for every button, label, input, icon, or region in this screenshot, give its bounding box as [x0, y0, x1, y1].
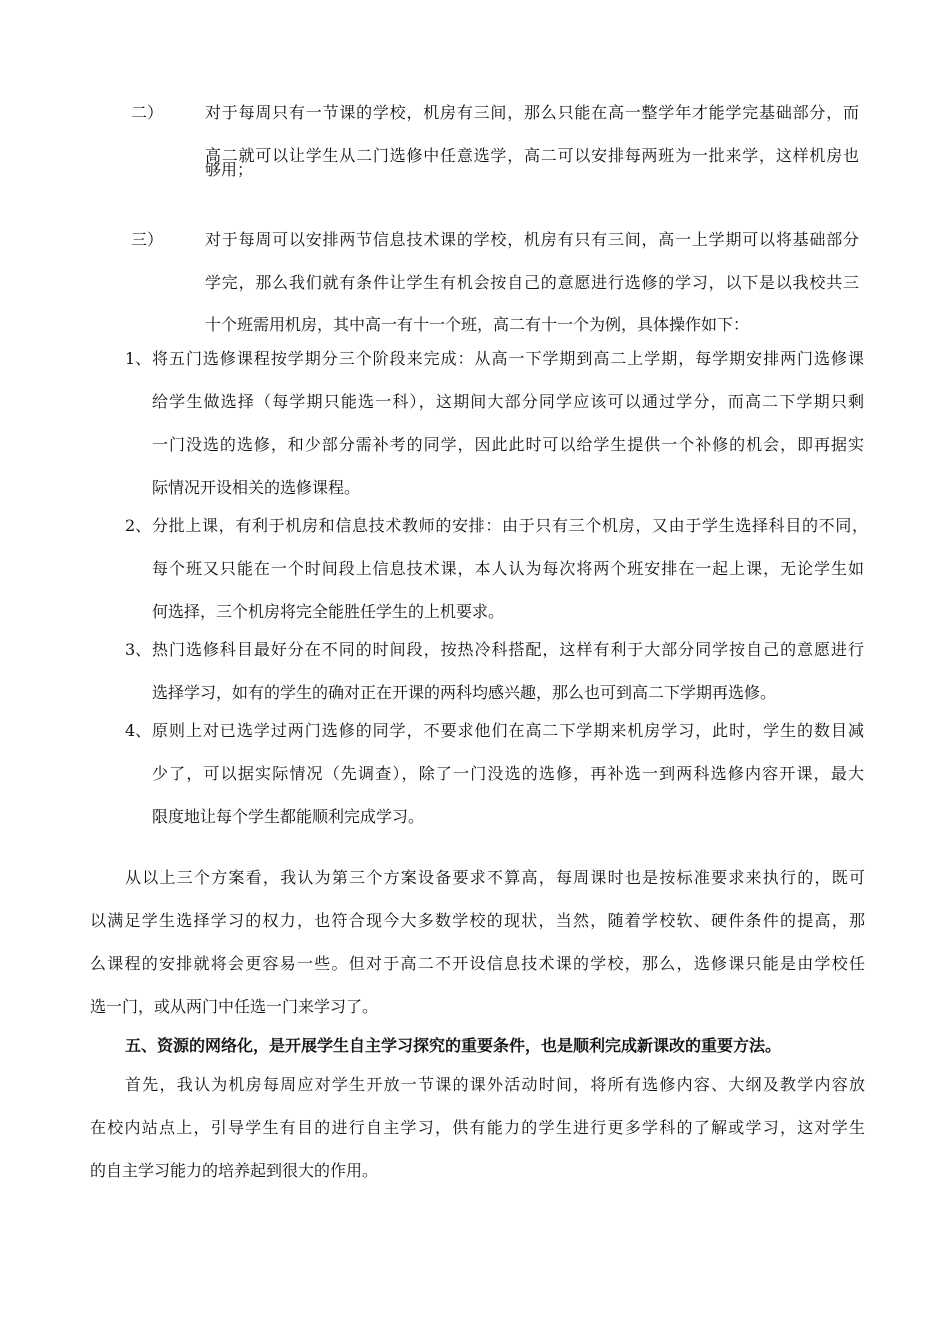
list-marker: 2、: [125, 516, 152, 535]
list-marker: 3、: [125, 640, 152, 659]
paragraph-line: 热门选修科目最好分在不同的时间段，按热冷科搭配，这样有利于大部分同学按自己的意愿进行: [152, 640, 865, 659]
list-marker: 4、: [125, 721, 152, 740]
paragraph-line: 首先，我认为机房每周应对学生开放一节课的课外活动时间，将所有选修内容、大纲及教学内容放: [125, 1075, 867, 1094]
paragraph-line: 际情况开设相关的选修课程。: [152, 478, 361, 497]
paragraph-line: 将五门选修课程按学期分三个阶段来完成：从高一下学期到高二上学期，每学期安排两门选修课: [152, 349, 865, 368]
paragraph-line: 限度地让每个学生都能顺利完成学习。: [152, 807, 425, 826]
paragraph-line: 对于每周只有一节课的学校，机房有三间，那么只能在高一整学年才能学完基础部分，而: [205, 103, 860, 122]
paragraph-line: 在校内站点上，引导学生有目的进行自主学习，供有能力的学生进行更多学科的了解或学习，这对学生: [90, 1118, 867, 1137]
list-marker: 三）: [131, 230, 164, 249]
paragraph-line: 选择学习，如有的学生的确对正在开课的两科均感兴趣，那么也可到高二下学期再选修。: [152, 683, 777, 702]
paragraph-line: 原则上对已选学过两门选修的同学，不要求他们在高二下学期来机房学习，此时，学生的数目减: [152, 721, 865, 740]
paragraph-line: 的自主学习能力的培养起到很大的作用。: [90, 1161, 379, 1180]
list-marker: 1、: [125, 349, 152, 368]
paragraph-line: 一门没选的选修，和少部分需补考的同学，因此此时可以给学生提供一个补修的机会，即再据实: [152, 435, 865, 454]
paragraph-line: 以满足学生选择学习的权力，也符合现今大多数学校的现状，当然，随着学校软、硬件条件的提高，那: [90, 911, 867, 930]
paragraph-line: 么课程的安排就将会更容易一些。但对于高二不开设信息技术课的学校，那么，选修课只能是由学校任: [90, 954, 867, 973]
paragraph-line: 十个班需用机房，其中高一有十一个班，高二有十一个为例，具体操作如下：: [205, 315, 750, 334]
paragraph-line: 少了，可以据实际情况（先调查），除了一门没选的选修，再补选一到两科选修内容开课，最大: [152, 764, 866, 783]
section-heading: 五、资源的网络化，是开展学生自主学习探究的重要条件，也是顺利完成新课改的重要方法。: [125, 1036, 782, 1055]
paragraph-line: 给学生做选择（每学期只能选一科），这期间大部分同学应该可以通过学分，而高二下学期只剩: [152, 392, 866, 411]
paragraph-line: 分批上课，有利于机房和信息技术教师的安排：由于只有三个机房，又由于学生选择科目的不同，: [152, 516, 869, 535]
paragraph-line: 对于每周可以安排两节信息技术课的学校，机房有只有三间，高一上学期可以将基础部分: [205, 230, 860, 249]
paragraph-line: 学完，那么我们就有条件让学生有机会按自己的意愿进行选修的学习，以下是以我校共三: [205, 273, 860, 292]
list-marker: 二）: [131, 103, 164, 122]
paragraph-line: 够用；: [205, 160, 254, 179]
paragraph-line: 何选择，三个机房将完全能胜任学生的上机要求。: [152, 602, 505, 621]
paragraph-line: 高二就可以让学生从二门选修中任意选学，高二可以安排每两班为一批来学，这样机房也: [205, 146, 860, 165]
paragraph-line: 每个班又只能在一个时间段上信息技术课，本人认为每次将两个班安排在一起上课，无论学生如: [152, 559, 865, 578]
paragraph-line: 选一门，或从两门中任选一门来学习了。: [90, 997, 379, 1016]
paragraph-line: 从以上三个方案看，我认为第三个方案设备要求不算高，每周课时也是按标准要求来执行的，既可: [125, 868, 867, 887]
